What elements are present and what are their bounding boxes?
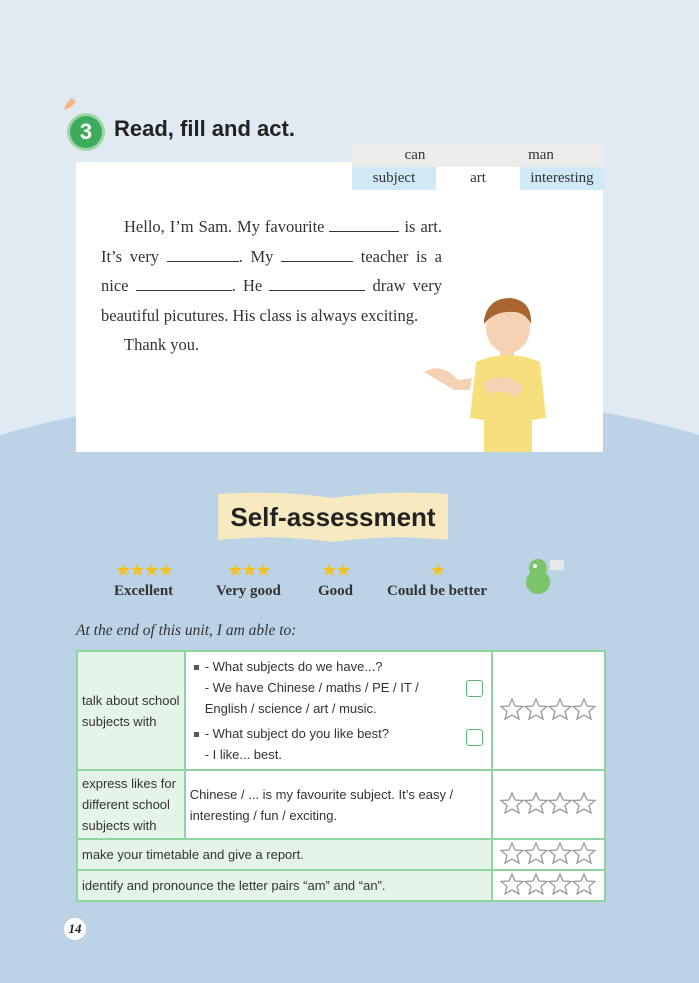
- skill-cell: talk about school subjects with: [77, 651, 185, 770]
- section-number-badge: 3: [70, 116, 102, 148]
- star-icons-4: ★★★★: [115, 560, 172, 580]
- word-art: art: [436, 167, 520, 190]
- passage-paragraph-1: Hello, I’m Sam. My favourite is art. It’s very . My teacher is a nice . He draw very beautiful picutures. His class is always exciting.: [101, 217, 442, 325]
- rating-good: ★★ Good: [318, 560, 354, 599]
- outline-star-icon[interactable]: [500, 873, 524, 895]
- bullet-icon: [194, 732, 199, 737]
- section-title: Read, fill and act.: [114, 116, 295, 141]
- star-icons-2: ★★: [321, 560, 350, 580]
- star-icons-1: ★: [429, 560, 445, 580]
- table-row: [77, 651, 605, 770]
- table-row: [77, 870, 605, 901]
- star-rating-1[interactable]: [492, 651, 605, 770]
- word-subject: subject: [352, 167, 436, 190]
- skill-cell: make your timetable and give a report.: [77, 839, 492, 870]
- self-assessment-banner: [208, 490, 458, 544]
- outline-star-icon[interactable]: [524, 792, 548, 814]
- outline-star-icon[interactable]: [548, 842, 572, 864]
- blank-3[interactable]: [281, 247, 353, 262]
- outline-star-icon[interactable]: [572, 698, 596, 720]
- outline-star-icon[interactable]: [548, 873, 572, 895]
- word-bank: [352, 144, 604, 190]
- outline-star-icon[interactable]: [524, 873, 548, 895]
- outline-star-icon[interactable]: [548, 792, 572, 814]
- boy-illustration: [424, 290, 554, 452]
- passage-paragraph-2: Thank you.: [124, 335, 200, 354]
- outline-star-icon[interactable]: [572, 792, 596, 814]
- outline-star-icon[interactable]: [548, 698, 572, 720]
- outline-star-icon[interactable]: [572, 873, 596, 895]
- assessment-intro: At the end of this unit, I am able to:: [76, 622, 297, 639]
- passage: [101, 212, 442, 360]
- blank-2[interactable]: [167, 247, 239, 262]
- content-cell: Chinese / ... is my favourite subject. It’s easy / interesting / fun / exciting.: [185, 770, 492, 839]
- star-rating-4[interactable]: [492, 870, 605, 901]
- checkbox-2[interactable]: [466, 729, 483, 746]
- table-row: [77, 770, 605, 839]
- skill-cell: express likes for different school subjects with: [77, 770, 185, 839]
- blank-5[interactable]: [269, 276, 365, 291]
- outline-star-icon[interactable]: [500, 842, 524, 864]
- content-cell: - What subjects do we have...? - We have Chinese / maths / PE / IT / English / science / art / music. - What subject do you like best? - I like... best.: [185, 651, 492, 770]
- word-man: man: [478, 144, 604, 167]
- blank-4[interactable]: [136, 276, 232, 291]
- checkbox-1[interactable]: [466, 680, 483, 697]
- star-icons-3: ★★★: [227, 560, 270, 580]
- star-rating-3[interactable]: [492, 839, 605, 870]
- section-header: [62, 98, 382, 148]
- pencil-icon: [62, 98, 76, 112]
- rating-excellent: ★★★★ Excellent: [114, 560, 174, 599]
- word-can: can: [352, 144, 478, 167]
- outline-star-icon[interactable]: [572, 842, 596, 864]
- star-rating-2[interactable]: [492, 770, 605, 839]
- word-interesting: interesting: [520, 167, 604, 190]
- outline-star-icon[interactable]: [524, 698, 548, 720]
- assessment-table: [76, 650, 606, 902]
- skill-cell: identify and pronounce the letter pairs “am” and “an”.: [77, 870, 492, 901]
- bullet-icon: [194, 665, 199, 670]
- page-number: 14: [64, 918, 86, 940]
- blank-1[interactable]: [329, 217, 399, 232]
- outline-star-icon[interactable]: [500, 792, 524, 814]
- outline-star-icon[interactable]: [524, 842, 548, 864]
- table-row: [77, 839, 605, 870]
- outline-star-icon[interactable]: [500, 698, 524, 720]
- rating-could-be-better: ★ Could be better: [387, 560, 487, 599]
- dinosaur-mascot-icon: [520, 556, 566, 596]
- self-assessment-title: Self-assessment: [230, 502, 436, 532]
- rating-very-good: ★★★ Very good: [216, 560, 281, 599]
